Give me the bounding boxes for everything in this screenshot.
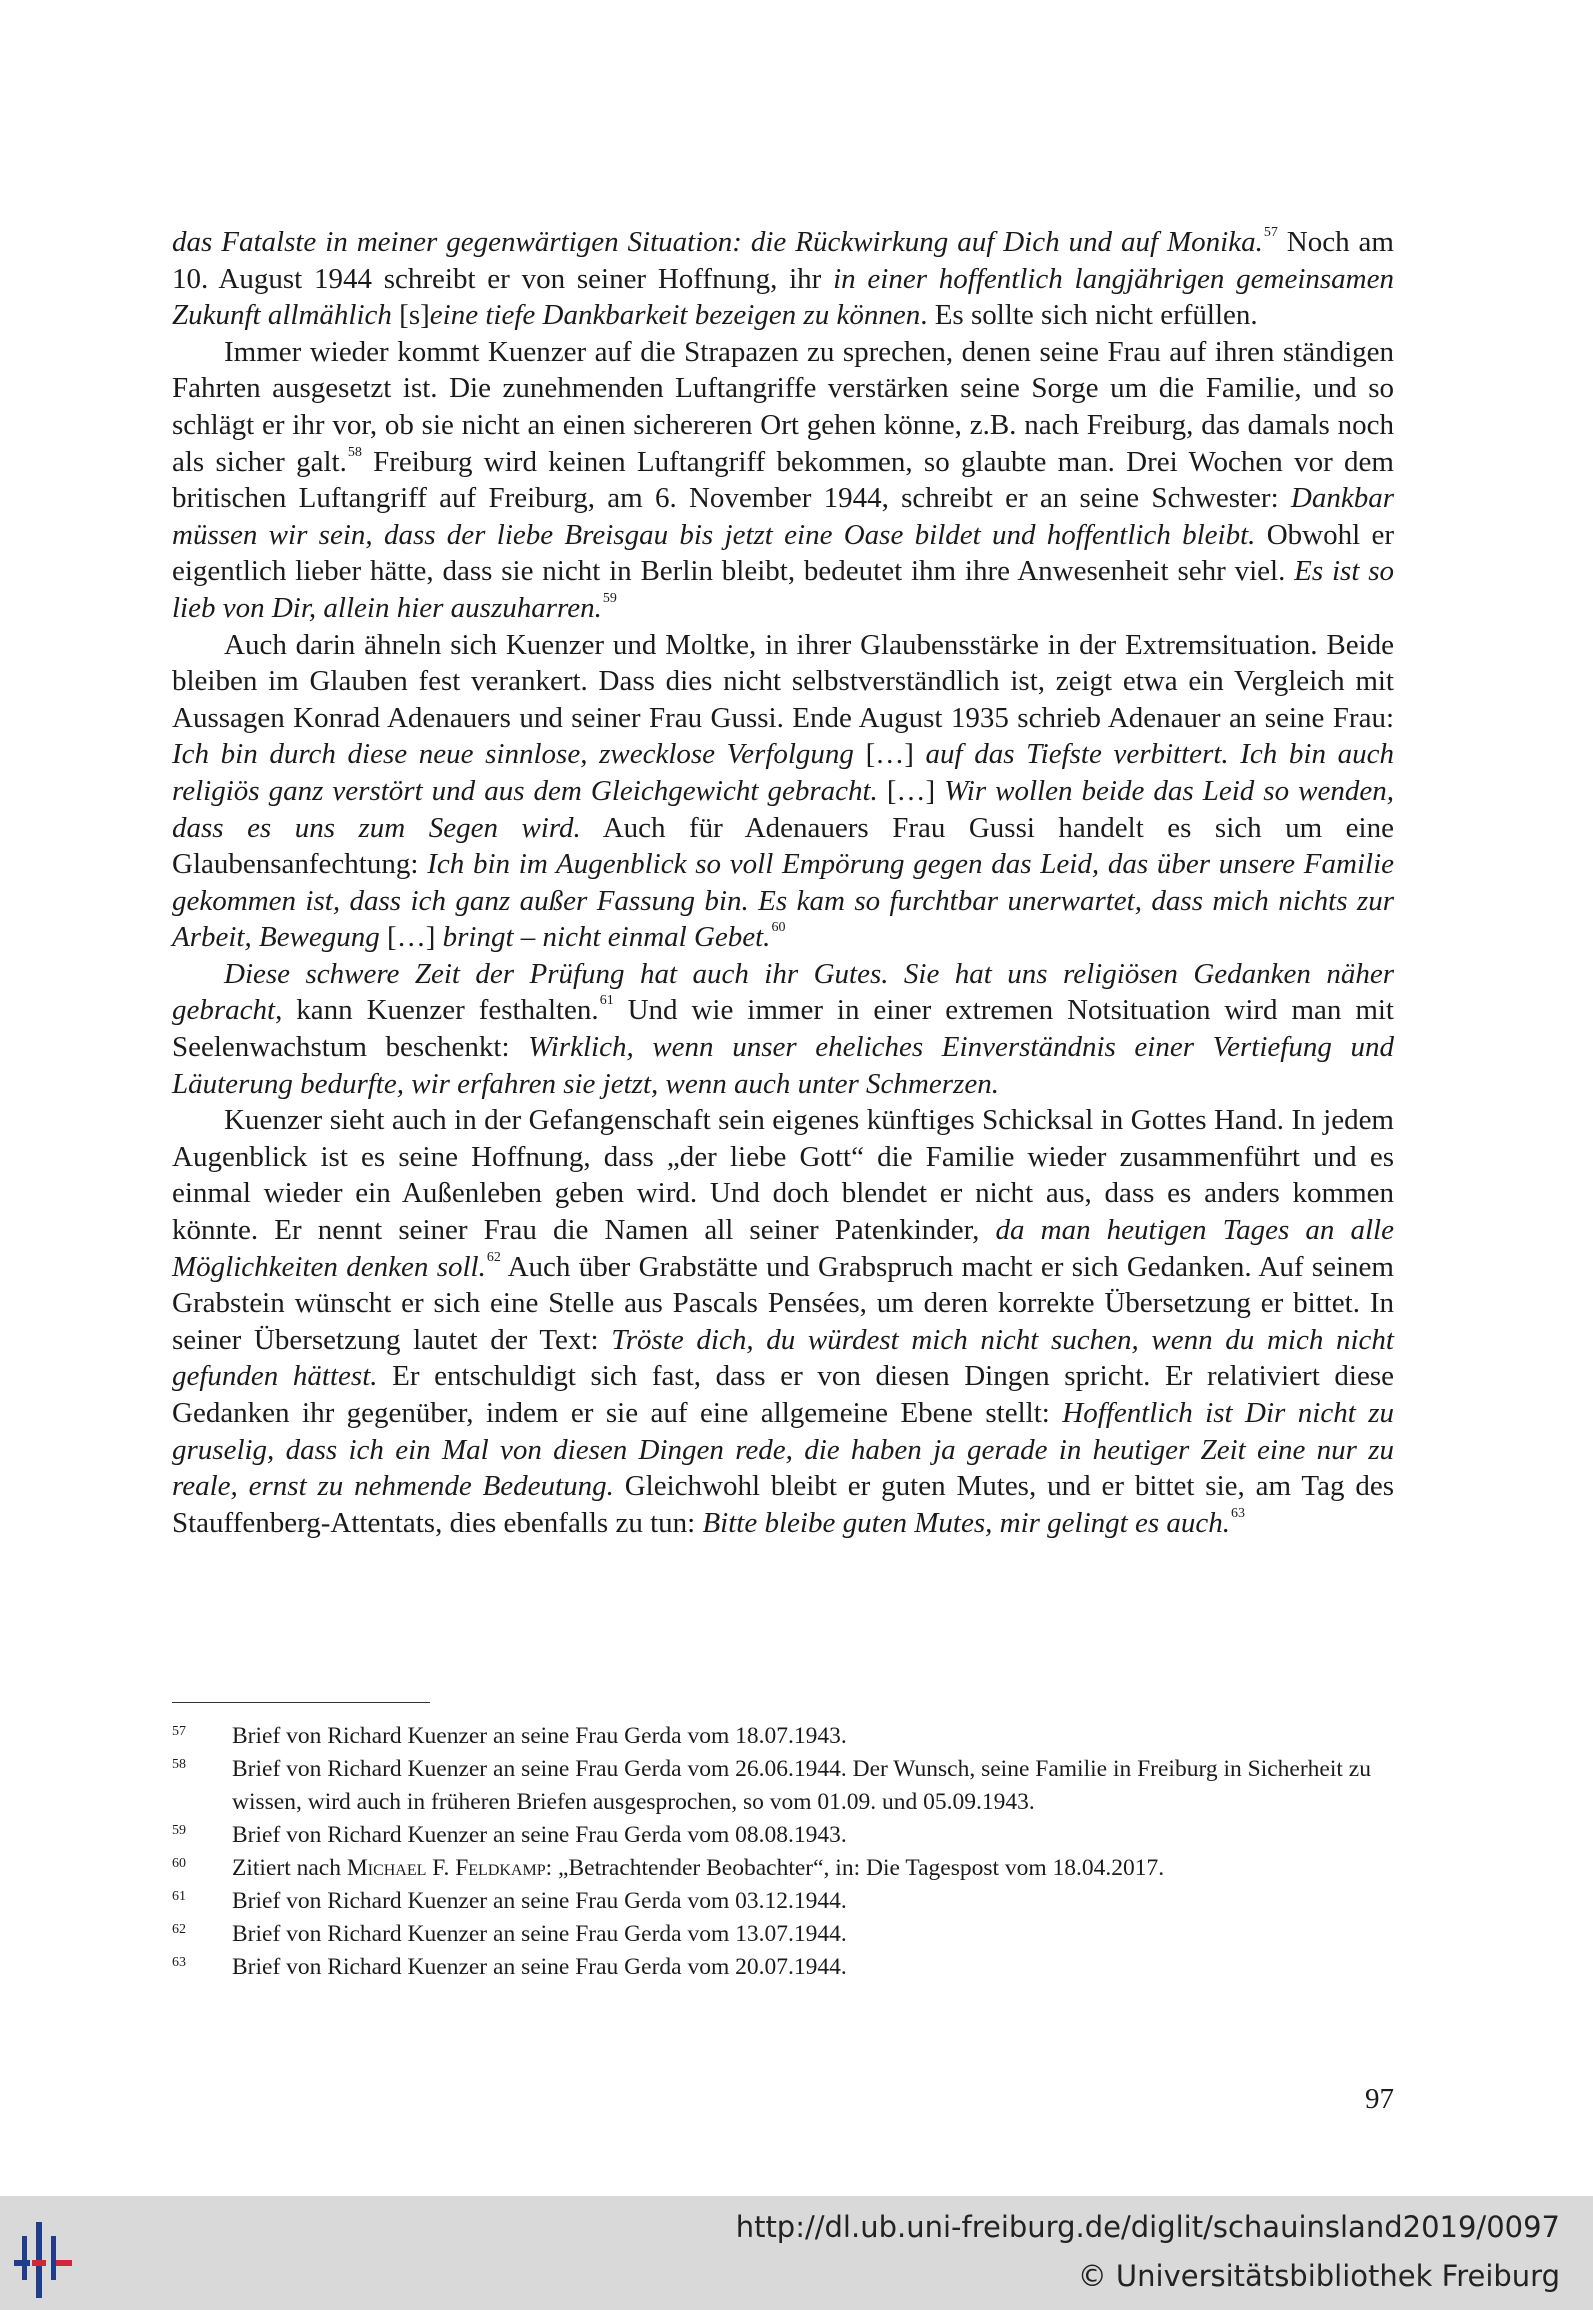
paragraph [172,627,1394,956]
footnote-text [232,1852,1394,1885]
page-number: 97 [1365,2083,1394,2115]
document-url-link[interactable]: http://dl.ub.uni-freiburg.de/diglit/schauinsland2019/0097 [735,2210,1560,2244]
footnote-ref[interactable]: 62 [486,1249,501,1265]
footnote-number: 63 [172,1955,186,1970]
footnote-number: 61 [172,1889,186,1904]
footnotes [172,1720,1394,1984]
quote: Wir wollen beide das Leid so wenden, dass es uns zum Segen wird. [172,774,1394,844]
text-run: . Es sollte sich nicht erfüllen. [920,299,1258,332]
text-run: Kuenzer sieht auch in der Gefangenschaft sein eigenes künftiges Schicksal in Gottes Hand. In jedem Augenblick ist es seine Hoffnung, dass „der liebe Gott“ die Familie wieder zusammenführt und es einmal wieder ein Außenleben geben wird. Und doch blendet er nicht aus, dass es anders kommen könnte. Er nennt seiner Frau die Namen all seiner Patenkinder, [172,1104,1394,1247]
quote: Wirklich, wenn unser eheliches Einverständnis einer Vertiefung und Läuterung bedurfte, wir erfahren sie jetzt, wenn auch unter Schmerzen. [172,1031,1394,1100]
author-name: Michael F. Feldkamp [346,1855,546,1881]
footnote-number: 59 [172,1823,186,1838]
footnote-number: 57 [172,1724,186,1739]
footnote [172,1852,1394,1885]
text-run: […] [853,738,926,771]
footnote-ref[interactable]: 61 [599,993,614,1009]
quote: Tröste dich, du würdest mich nicht suchen, wenn du mich nicht gefunden hättest. [172,1323,1394,1393]
paragraph [172,1102,1394,1541]
quote: Dankbar müssen wir sein, dass der liebe Breisgau bis jetzt eine Oase bildet und hoffentlich bleibt. [172,482,1394,551]
quote: in einer hoffentlich langjährigen gemeinsamen Zukunft allmählich [172,262,1394,332]
footnote-ref[interactable]: 63 [1231,1505,1245,1521]
footnote [172,1918,1394,1951]
text-run: […] [877,774,945,807]
footnote-number: 60 [172,1856,186,1871]
paragraph [172,334,1394,627]
main-text [172,224,1394,1541]
quote: bringt – nicht einmal Gebet. [442,921,771,954]
text-run: Auch für Adenauers Frau Gussi handelt es sich um eine Glaubensanfechtung: [172,811,1394,881]
footnote-number: 58 [172,1757,186,1772]
text-run: […] [379,921,443,954]
paragraph [172,956,1394,1102]
copyright-notice: © Universitätsbibliothek Freiburg [1077,2259,1560,2293]
footnote [172,1819,1394,1852]
text-run: , kann Kuenzer festhalten. [275,994,599,1027]
quote: Ich bin durch diese neue sinnlose, zwecklose Verfolgung [172,738,854,771]
text-run: Auch darin ähneln sich Kuenzer und Moltke, in ihrer Glaubensstärke in der Extremsituation. Beide bleiben im Glauben fest verankert. Dass dies nicht selbstverständlich ist, zeigt etwa ein Vergleich mit Aussagen Konrad Adenauers und seiner Frau Gussi. Ende August 1935 schrieb Adenauer an seine Frau: [172,628,1394,734]
footnote [172,1753,1394,1819]
footnote-ref[interactable]: 57 [1263,225,1278,240]
ub-freiburg-logo-icon[interactable] [14,2214,104,2304]
footnote-text: Brief von Richard Kuenzer an seine Frau Gerda vom 26.06.1944. Der Wunsch, seine Familie in Freiburg in Sicherheit zu wissen, wird auch in früheren Briefen ausgesprochen, so vom 01.09. und 05.09.1943. [232,1756,1371,1815]
quote: Es ist so lieb von Dir, allein hier auszuharren. [172,555,1394,624]
footnote-ref[interactable]: 60 [771,920,786,936]
text-run: : „Betrachtender Beobachter“, in: Die Tagespost vom 18.04.2017. [545,1855,1165,1881]
quote: Diese schwere Zeit der Prüfung hat auch ihr Gutes. Sie hat uns religiösen Gedanken näher gebracht [172,957,1394,1027]
text-run: [s] [391,299,430,332]
footnote-ref[interactable]: 59 [602,590,617,606]
quote: Hoffentlich ist Dir nicht zu gruselig, dass ich ein Mal von diesen Dingen rede, die haben ja gerade in heutiger Zeit eine nur zu reale, ernst zu nehmende Bedeutung. [172,1397,1394,1503]
text-run: Auch über Grabstätte und Grabspruch macht er sich Gedanken. Auf seinem Grabstein wünscht er sich eine Stelle aus Pascals Pensées, um deren korrekte Übersetzung er bittet. In seiner Übersetzung lautet der Text: [172,1250,1394,1356]
quote: das Fatalste in meiner gegenwärtigen Situation: die Rückwirkung auf Dich und auf Monika. [172,226,1263,258]
footnote [172,1885,1394,1918]
quote: auf das Tiefste verbittert. Ich bin auch religiös ganz verstört und aus dem Gleichgewicht gebracht. [172,738,1394,807]
text-run: Und wie immer in einer extremen Notsituation wird man mit Seelenwachstum beschenkt: [172,994,1394,1064]
footnote [172,1720,1394,1753]
footnote-text: Brief von Richard Kuenzer an seine Frau Gerda vom 20.07.1944. [232,1954,847,1980]
footnote-text: Brief von Richard Kuenzer an seine Frau Gerda vom 08.08.1943. [232,1822,847,1848]
text-run: Er entschuldigt sich fast, dass er von diesen Dingen spricht. Er relativiert diese Gedanken ihr gegenüber, indem er sie auf eine allgemeine Ebene stellt: [172,1360,1394,1429]
footnote-text: Brief von Richard Kuenzer an seine Frau Gerda vom 03.12.1944. [232,1888,847,1914]
text-run: Freiburg wird keinen Luftangriff bekommen, so glaubte man. Drei Wochen vor dem britischen Luftangriff auf Freiburg, am 6. November 1944, schreibt er an seine Schwester: [172,445,1394,515]
footnote-separator [172,1702,430,1703]
paragraph [172,224,1394,334]
text-run: Immer wieder kommt Kuenzer auf die Strapazen zu sprechen, denen seine Frau auf ihren ständigen Fahrten ausgesetzt ist. Die zunehmenden Luftangriffe verstärken seine Sorge um die Familie, und so schlägt er ihr vor, ob sie nicht an einen sichereren Ort gehen könne, z.B. nach Freiburg, das damals noch als sicher galt. [172,335,1394,478]
text-run: Zitiert nach [232,1855,347,1881]
library-footer [0,2196,1593,2310]
footnote [172,1951,1394,1984]
quote: da man heutigen Tages an alle Möglichkeiten denken soll. [172,1214,1394,1283]
quote: eine tiefe Dankbarkeit bezeigen zu können [429,299,921,332]
footnote-number: 62 [172,1922,186,1937]
quote: Bitte bleibe guten Mutes, mir gelingt es auch. [702,1506,1230,1539]
quote: Ich bin im Augenblick so voll Empörung gegen das Leid, das über unsere Familie gekommen ist, dass ich ganz außer Fassung bin. Es kam so furchtbar unerwartet, dass mich nichts zur Arbeit, Bewegung [172,848,1395,954]
text-run: Gleichwohl bleibt er guten Mutes, und er bittet sie, am Tag des Stauffenberg-Attentats, dies ebenfalls zu tun: [172,1470,1394,1539]
text-run: Obwohl er eigentlich lieber hätte, dass sie nicht in Berlin bleibt, bedeutet ihm ihre Anwesenheit sehr viel. [172,518,1394,588]
footnote-text: Brief von Richard Kuenzer an seine Frau Gerda vom 13.07.1944. [232,1921,847,1947]
footnote-ref[interactable]: 58 [347,444,362,460]
text-run: Noch am 10. August 1944 schreibt er von seiner Hoffnung, ihr [172,226,1394,295]
footnote-text: Brief von Richard Kuenzer an seine Frau Gerda vom 18.07.1943. [232,1723,847,1749]
